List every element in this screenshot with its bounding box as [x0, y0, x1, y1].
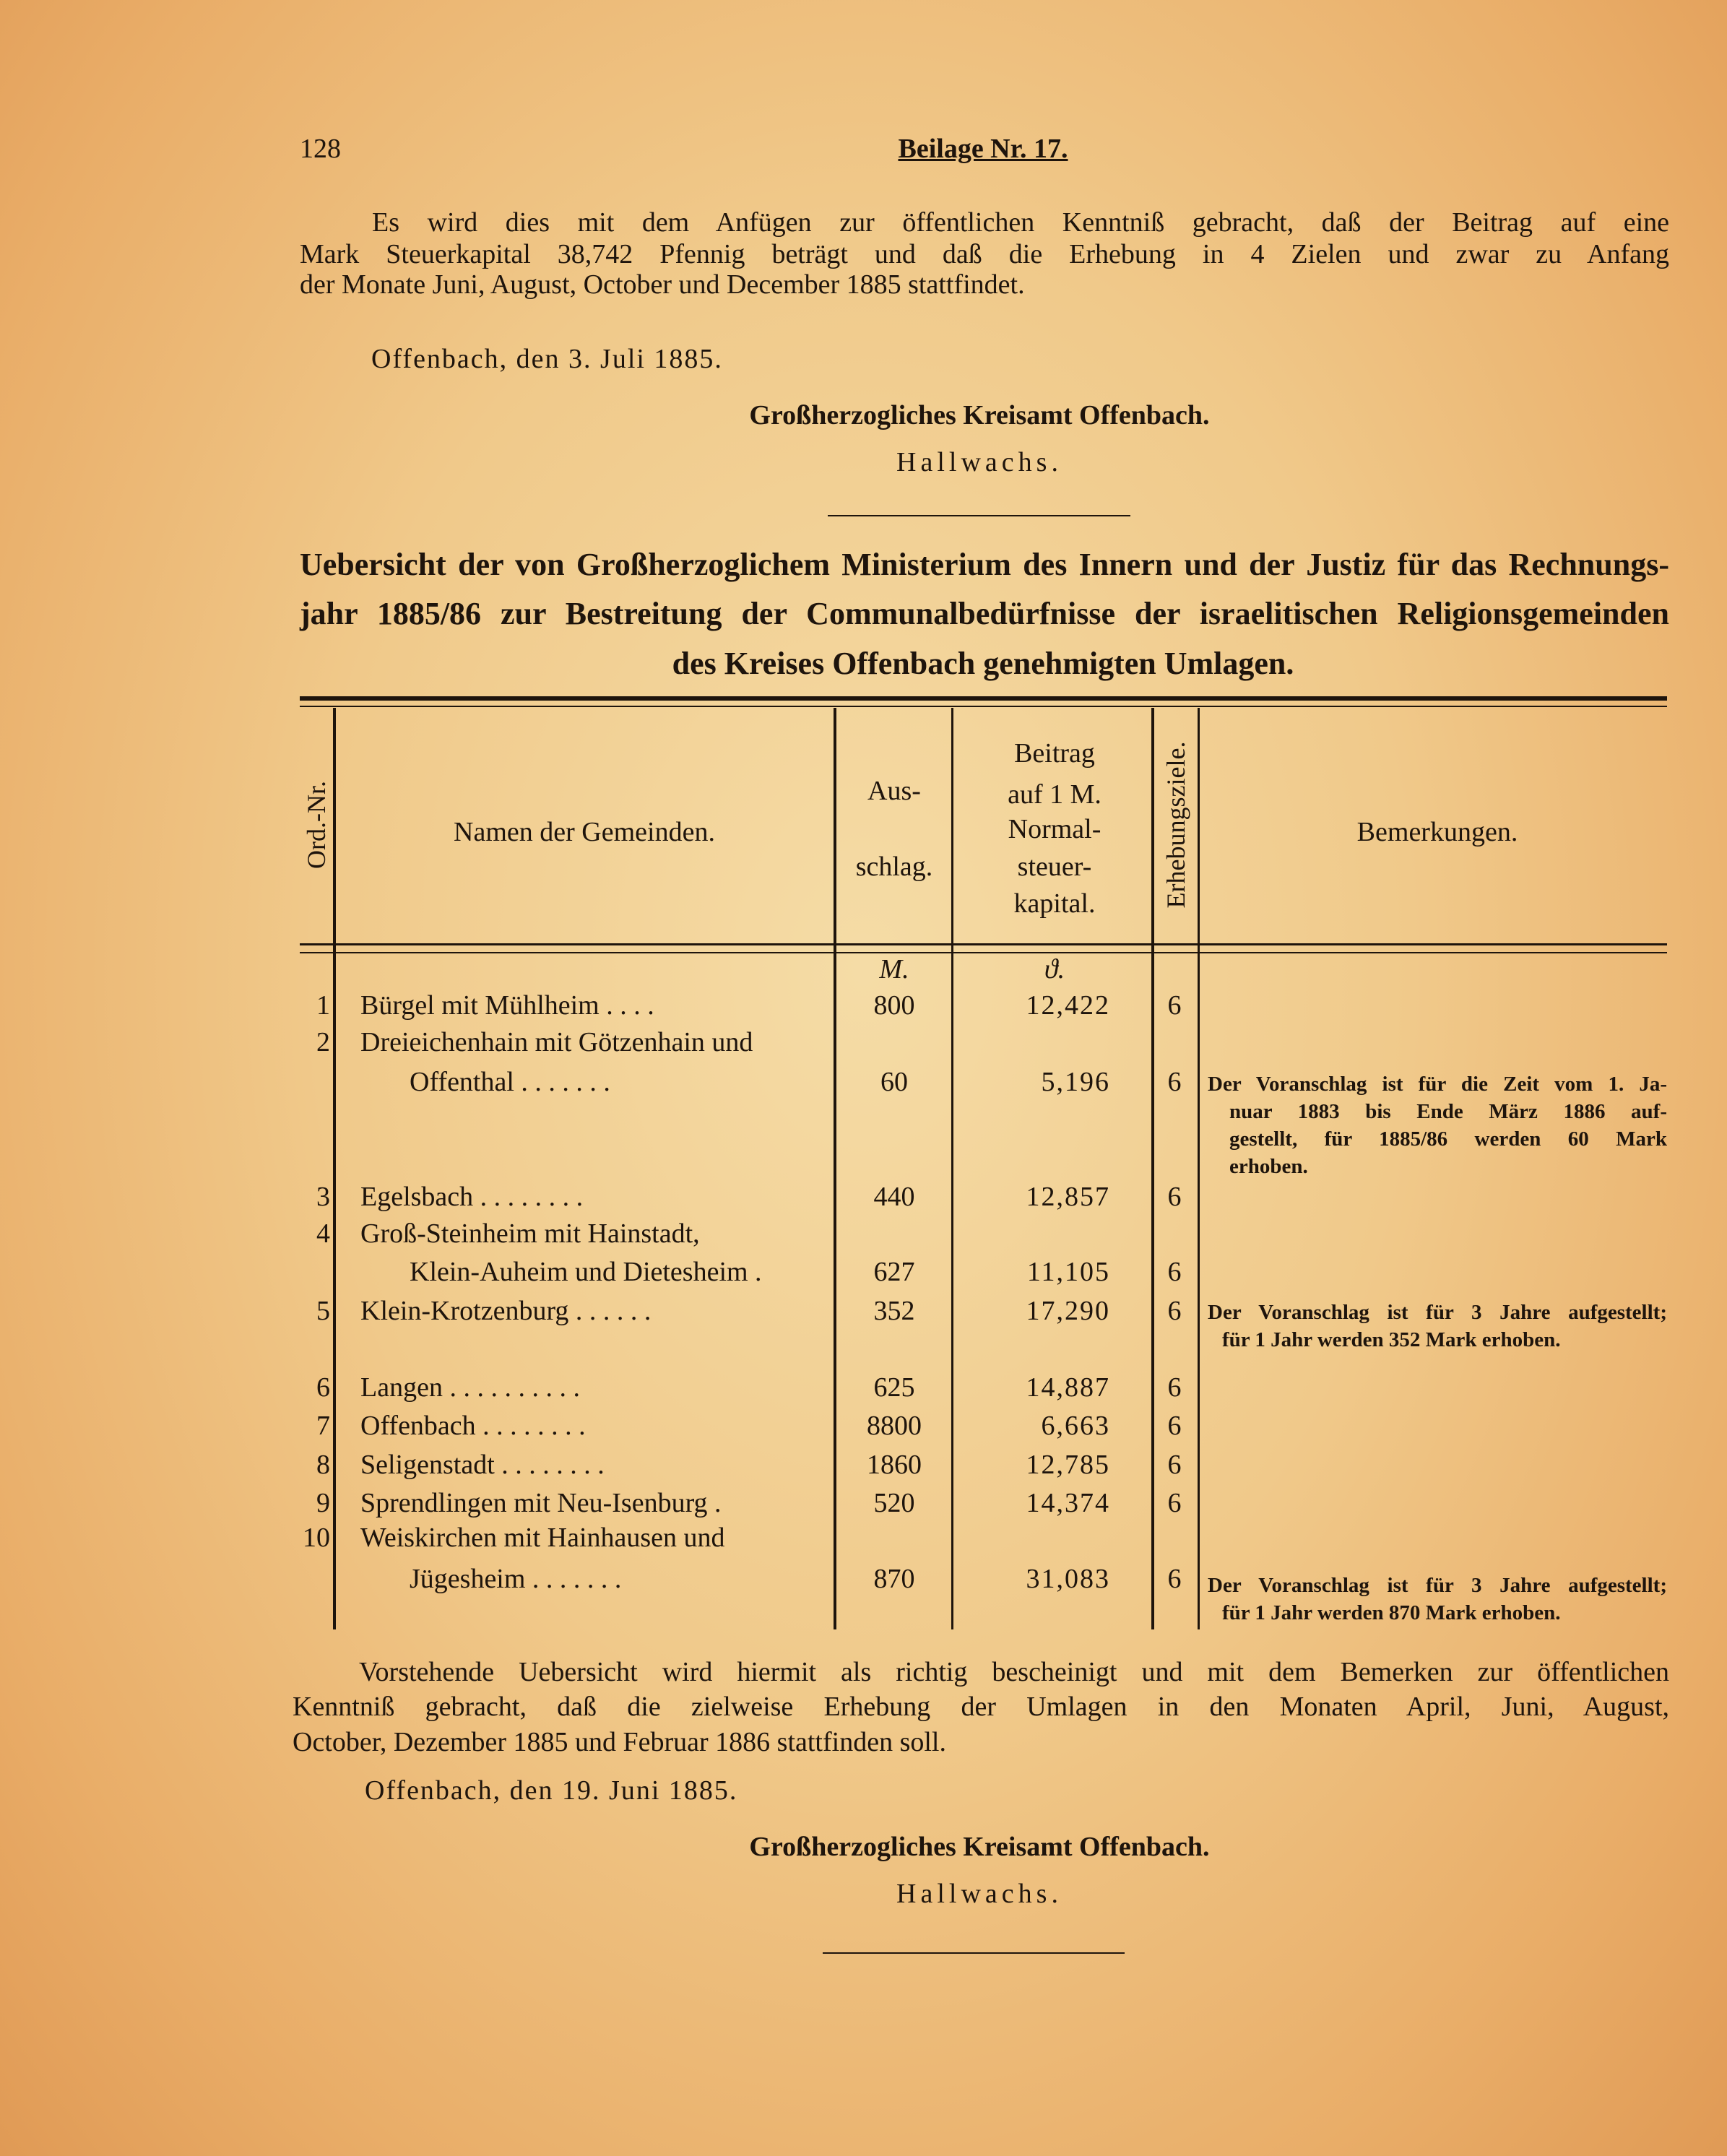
remark-line: für 1 Jahr werden 870 Mark erhoben. [1222, 1601, 1561, 1624]
beitrag-value: 31,083 [1026, 1564, 1110, 1594]
ziele-value: 6 [1167, 990, 1182, 1021]
remark [1208, 1070, 1667, 1180]
header-remarks: Bemerkungen. [1356, 817, 1518, 847]
closing-line: October, Dezember 1885 und Februar 1886 stattfinden soll. [293, 1727, 946, 1757]
ziele-value: 6 [1167, 1372, 1182, 1403]
beitrag-value: 5,196 [1041, 1067, 1110, 1097]
unit-mark: M. [879, 954, 909, 984]
beitrag-value: 14,374 [1026, 1488, 1110, 1518]
beitrag-value: 12,422 [1026, 990, 1110, 1021]
row-number: 10 [303, 1523, 330, 1553]
column-rule [1151, 708, 1154, 1629]
ausschlag-value: 870 [873, 1564, 915, 1594]
divider [823, 1952, 1125, 1954]
ziele-value: 6 [1167, 1067, 1182, 1097]
beitrag-value: 14,887 [1026, 1372, 1110, 1403]
remark [1208, 1572, 1667, 1627]
remark-line: nuar 1883 bis Ende März 1886 auf- [1229, 1100, 1667, 1123]
ausschlag-value: 8800 [867, 1411, 922, 1441]
divider [828, 515, 1130, 516]
column-rule [834, 708, 836, 1629]
unit-pfennig: ϑ. [1044, 954, 1065, 984]
beitrag-value: 6,663 [1041, 1411, 1110, 1441]
header-beitrag: Beitrag [1014, 738, 1095, 769]
row-number: 2 [316, 1027, 330, 1057]
ziele-value: 6 [1167, 1296, 1182, 1326]
intro-line: der Monate Juni, August, October und December 1885 stattfindet. [300, 269, 1025, 300]
remark-line: Der Voranschlag ist für 3 Jahre aufgestellt; [1208, 1574, 1667, 1597]
beitrag-value: 12,785 [1026, 1450, 1110, 1480]
community-name: Klein-Krotzenburg . . . . . . [360, 1296, 652, 1326]
authority: Großherzogliches Kreisamt Offenbach. [749, 400, 1210, 430]
ausschlag-value: 627 [873, 1257, 915, 1287]
header-beitrag: kapital. [1013, 888, 1096, 919]
intro-line: Mark Steuerkapital 38,742 Pfennig beträgt und daß die Erhebung in 4 Zielen und zwar zu Anfang [300, 239, 1669, 269]
header-ord-nr: Ord.-Nr. [302, 781, 331, 869]
row-number: 6 [316, 1372, 330, 1403]
remark [1208, 1299, 1667, 1354]
remark-line: Der Voranschlag ist für die Zeit vom 1. Ja- [1208, 1073, 1667, 1096]
remark-line: erhoben. [1229, 1155, 1308, 1178]
ziele-value: 6 [1167, 1564, 1182, 1594]
row-number: 3 [316, 1182, 330, 1212]
place-date: Offenbach, den 19. Juni 1885. [365, 1775, 738, 1806]
community-name: Weiskirchen mit Hainhausen und [360, 1523, 725, 1553]
closing-line: Vorstehende Uebersicht wird hiermit als richtig bescheinigt und mit dem Bemerken zur öffentlichen [359, 1657, 1669, 1687]
row-number: 7 [316, 1411, 330, 1441]
row-number: 1 [316, 990, 330, 1021]
beitrag-value: 12,857 [1026, 1182, 1110, 1212]
community-name: Offenbach . . . . . . . . [360, 1411, 586, 1441]
community-name: Seligenstadt . . . . . . . . [360, 1450, 605, 1480]
header-beitrag: auf 1 M. [1008, 779, 1101, 810]
table-top-rule [300, 696, 1667, 701]
ausschlag-value: 60 [880, 1067, 908, 1097]
community-name: Offenthal . . . . . . . [410, 1067, 610, 1097]
signature: Hallwachs. [896, 447, 1062, 477]
ausschlag-value: 352 [873, 1296, 915, 1326]
title-line: des Kreises Offenbach genehmigten Umlagen. [672, 646, 1294, 681]
community-name: Bürgel mit Mühlheim . . . . [360, 990, 654, 1021]
ausschlag-value: 520 [873, 1488, 915, 1518]
header-beitrag: steuer- [1017, 852, 1092, 882]
header-ziele: Erhebungsziele. [1161, 741, 1190, 909]
signature: Hallwachs. [896, 1879, 1062, 1909]
ziele-value: 6 [1167, 1488, 1182, 1518]
ziele-value: 6 [1167, 1257, 1182, 1287]
title-line: Uebersicht der von Großherzoglichem Ministerium des Innern und der Justiz für das Rechnungs- [300, 547, 1669, 582]
row-number: 8 [316, 1450, 330, 1480]
header-beitrag: Normal- [1008, 814, 1101, 844]
row-number: 5 [316, 1296, 330, 1326]
page-number: 128 [300, 134, 341, 164]
place-date: Offenbach, den 3. Juli 1885. [371, 344, 723, 374]
supplement-heading: Beilage Nr. 17. [898, 134, 1068, 164]
table-top-rule [300, 706, 1667, 707]
ziele-value: 6 [1167, 1450, 1182, 1480]
community-name: Egelsbach . . . . . . . . [360, 1182, 584, 1212]
closing-line: Kenntniß gebracht, daß die zielweise Erhebung der Umlagen in den Monaten April, Juni, August, [293, 1692, 1669, 1722]
authority: Großherzogliches Kreisamt Offenbach. [749, 1832, 1210, 1862]
beitrag-value: 11,105 [1026, 1257, 1110, 1287]
header-names: Namen der Gemeinden. [454, 817, 715, 847]
intro-line: Es wird dies mit dem Anfügen zur öffentlichen Kenntniß gebracht, daß der Beitrag auf eine [372, 207, 1669, 238]
ausschlag-value: 440 [873, 1182, 915, 1212]
header-rule [300, 943, 1667, 945]
community-name: Jügesheim . . . . . . . [410, 1564, 622, 1594]
header-ausschlag: Aus- [867, 776, 921, 806]
column-rule [951, 708, 953, 1629]
remark-line: gestellt, für 1885/86 werden 60 Mark [1229, 1127, 1667, 1151]
ausschlag-value: 625 [873, 1372, 915, 1403]
beitrag-value: 17,290 [1026, 1296, 1110, 1326]
community-name: Sprendlingen mit Neu-Isenburg . [360, 1488, 722, 1518]
column-rule [1198, 708, 1200, 1629]
title-line: jahr 1885/86 zur Bestreitung der Communalbedürfnisse der israelitischen Religionsgemeinden [300, 596, 1669, 631]
community-name: Groß-Steinheim mit Hainstadt, [360, 1218, 700, 1249]
ausschlag-value: 800 [873, 990, 915, 1021]
row-number: 9 [316, 1488, 330, 1518]
ziele-value: 6 [1167, 1182, 1182, 1212]
remark-line: für 1 Jahr werden 352 Mark erhoben. [1222, 1328, 1561, 1351]
ziele-value: 6 [1167, 1411, 1182, 1441]
ausschlag-value: 1860 [867, 1450, 922, 1480]
header-ausschlag: schlag. [855, 852, 933, 882]
community-name: Klein-Auheim und Dietesheim . [410, 1257, 762, 1287]
header-rule [300, 952, 1667, 953]
column-rule [333, 708, 336, 1629]
remark-line: Der Voranschlag ist für 3 Jahre aufgestellt; [1208, 1301, 1667, 1324]
community-name: Dreieichenhain mit Götzenhain und [360, 1027, 753, 1057]
community-name: Langen . . . . . . . . . . [360, 1372, 580, 1403]
row-number: 4 [316, 1218, 330, 1249]
